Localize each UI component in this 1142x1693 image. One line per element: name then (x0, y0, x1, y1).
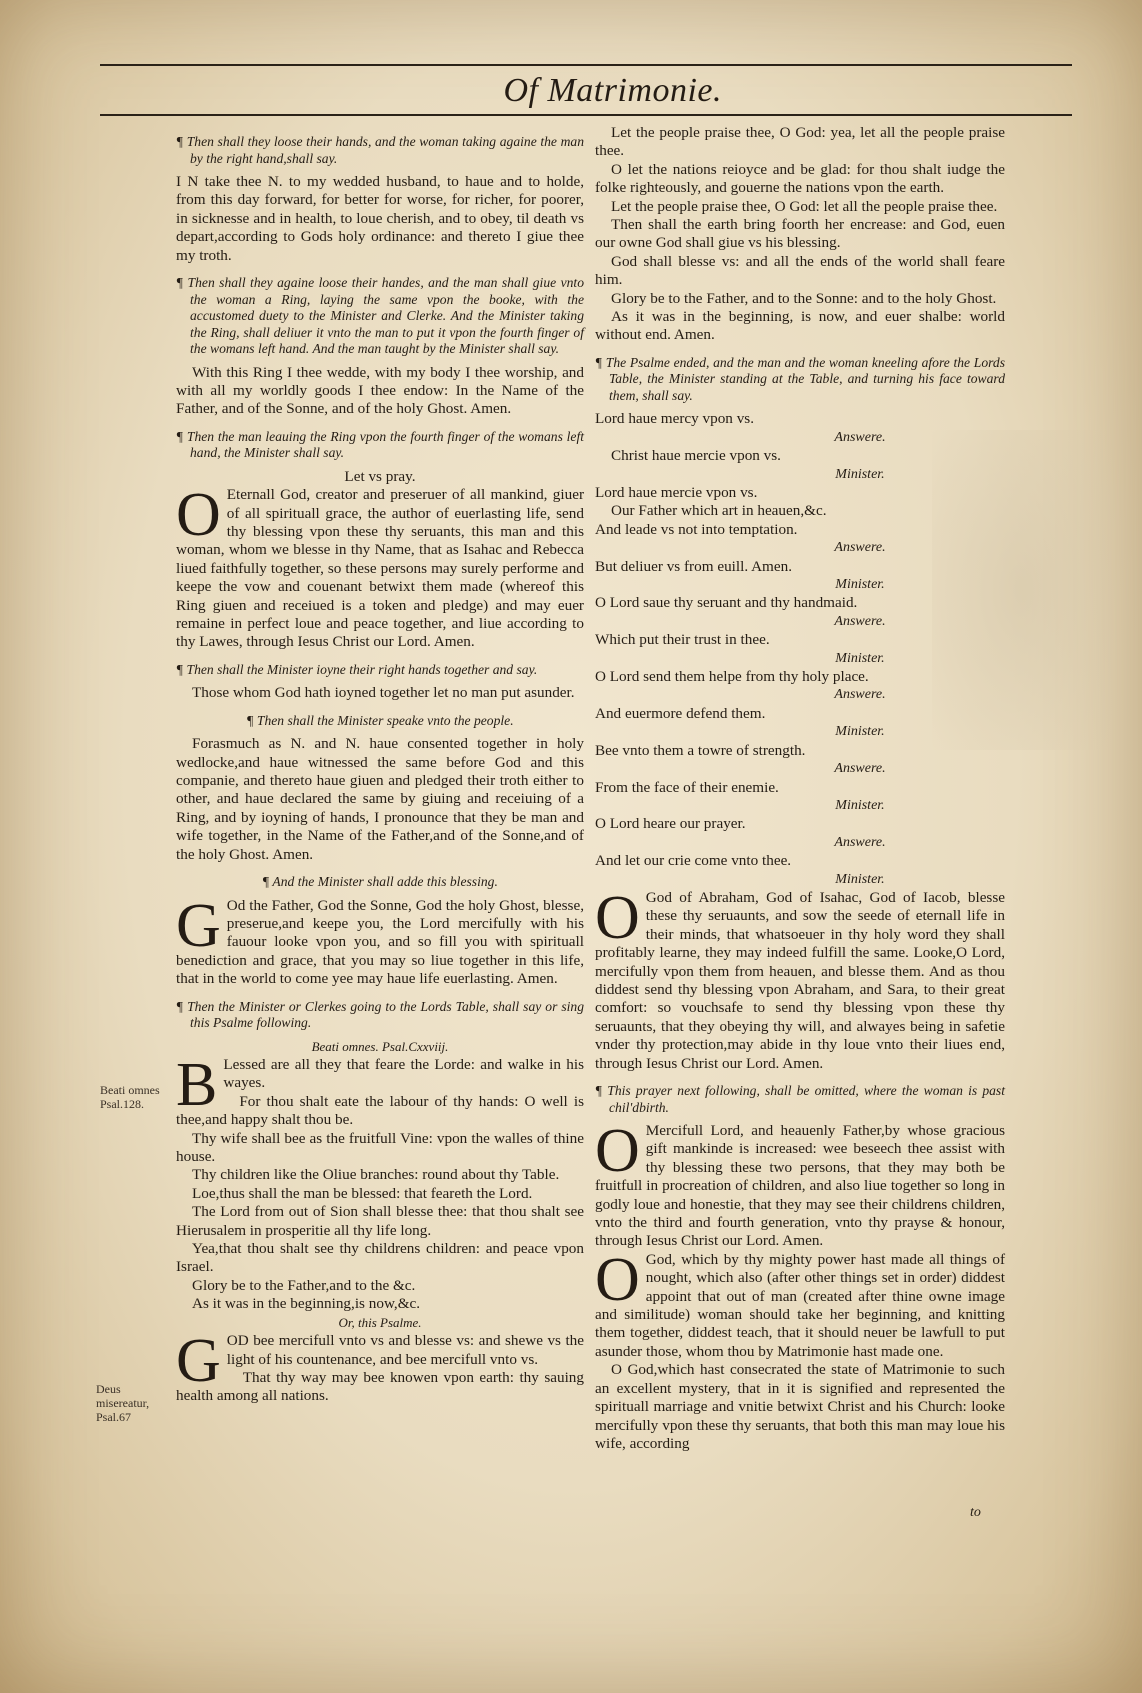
response-label: Answere. (834, 429, 886, 445)
rubric: ¶ Then the man leauing the Ring vpon the fourth finger of the womans left hand, the Minister shall say. (176, 428, 584, 461)
rubric: ¶ This prayer next following, shall be omitted, where the woman is past chil'dbirth. (595, 1083, 1005, 1115)
psalm-verse: God shall blesse vs: and all the ends of the world shall feare him. (595, 252, 1005, 289)
drop-capital: O (176, 481, 221, 550)
response-label: Answere. (834, 613, 886, 629)
versicle: And let our crie come vnto thee. (595, 852, 792, 870)
catchword: to (970, 1505, 981, 1520)
response-label: Minister. (835, 577, 885, 593)
psalm-verse: Let the people praise thee, O God: yea, let all the people praise thee. (595, 124, 1005, 160)
versicle: Bee vnto them a towre of strength. (595, 741, 806, 759)
prayer-text: Mercifull Lord, and heauenly Father,by whose gracious gift mankinde is increased: wee beseech thee assist with thy blessing these two persons, that they may both be fruitfull in procreation of children, and also liue together so long in godly loue and honestie, that they may see their childrens children, vnto the third and fourth generation, vnto thy prayse & honour, through Iesus Christ our Lord. Amen. (595, 1122, 1005, 1250)
psalm-verse: Glory be to the Father,and to the &c. (192, 1276, 416, 1294)
header-rule-bottom (100, 114, 1072, 116)
psalm-verse: Yea,that thou shalt see thy childrens children: and peace vpon Israel. (176, 1240, 584, 1276)
versicle: O Lord send them helpe from thy holy place. (595, 668, 869, 686)
prayer-paragraph (595, 1245, 1005, 1361)
let-us-pray: Let vs pray. (344, 467, 416, 485)
psalm-verse: Let the people praise thee, O God: let all the people praise thee. (611, 197, 998, 215)
response-label: Answere. (834, 761, 886, 777)
drop-capital: B (176, 1051, 218, 1119)
rubric: ¶ And the Minister shall adde this blessing. (262, 874, 498, 890)
margin-note: Beati omnes Psal.128. (100, 1083, 160, 1111)
prayer-paragraph (176, 481, 584, 652)
response-label: Answere. (834, 687, 886, 703)
psalm-verse: Thy wife shall bee as the fruitfull Vine: vpon the walles of thine house. (176, 1129, 584, 1166)
psalm-verse: Loe,thus shall the man be blessed: that feareth the Lord. (192, 1184, 533, 1202)
response-label: Answere. (834, 834, 886, 850)
versicle: From the face of their enemie. (595, 778, 779, 796)
psalm-verse: That thy way may bee knowen vpon earth: thy sauing health among all nations. (176, 1368, 584, 1405)
versicle: But deliuer vs from euill. Amen. (595, 557, 792, 575)
response-label: Answere. (834, 540, 886, 556)
prayer-text: O God,which hast consecrated the state of Matrimonie to such an excellent mystery, that in it is signified and represented the spirituall marriage and vnitie betwixt Christ and his Church: looke mercifully vpon these thy seruants, that both this man may loue his wife, according (595, 1361, 1005, 1452)
page-title: Of Matrimonie. (503, 72, 722, 109)
prayer-paragraph (595, 1117, 1005, 1251)
drop-capital: O (595, 1245, 640, 1314)
psalm-verse: As it was in the beginning,is now,&c. (192, 1295, 421, 1313)
rubric: ¶ Then shall the Minister ioyne their right hands together and say. (176, 661, 538, 677)
ring-vow-text: With this Ring I thee wedde, with my body I thee worship, and with all my worldly goods I thee endow: In the Name of the Father, and of the Sonne, and of the holy Ghost. Amen. (176, 363, 584, 418)
rubric: ¶ Then shall they loose their hands, and the woman taking againe the man by the right hand,shall say. (176, 134, 584, 166)
pronouncement-text: Forasmuch as N. and N. haue consented together in holy wedlocke,and haue witnessed the same before God and this companie, and thereto haue giuen and pledged their troth either to other, and haue declared the same by giuing and receiuing of a Ring, and by ioyning of hands, I pronounce that they be man and wife together, in the Name of the Father,and of the Sonne,and of the holy Ghost. Amen. (176, 735, 584, 863)
prayer-text: God, which by thy mighty power hast made all things of nought, which also (after other things set in order) diddest appoint that out of man (created after thine owne image and similitude) woman should take her beginning, and knitting them together, diddest teach, that it should neuer be lawfull to put asunder those, whom thou by Matrimonie hast made one. (595, 1250, 1005, 1360)
rubric: ¶ The Psalme ended, and the man and the woman kneeling afore the Lords Table, the Minister standing at the Table, and turning his face toward them, shall say. (595, 354, 1005, 403)
response-label: Minister. (835, 466, 885, 482)
drop-capital: O (595, 883, 640, 952)
declaration-text: Those whom God hath ioyned together let no man put asunder. (192, 684, 575, 702)
prayer-text: God of Abraham, God of Isahac, God of Iacob, blesse these thy seruaunts, and sow the seede of eternall life in their minds, that whatsoeuer in thy holy word they shall profitably learne, they may indeed fulfill the same. Looke,O Lord, mercifully vpon them from heauen, and blesse them. And as thou diddest send thy blessing vpon Abraham, and Sara, to their great comfort: so vouchsafe to send thy blessing vpon these thy seruaunts, that they obeying thy will, and alwayes being in safetie vnder thy protection,may abide in thy loue vnto their liues end, through Iesus Christ our Lord. Amen. (595, 888, 1005, 1072)
psalm-tag: Beati omnes. Psal.Cxxviij. (311, 1038, 449, 1054)
vow-text: I N take thee N. to my wedded husband, to haue and to holde, from this day forward, for better for worse, for richer, for poorer, in sicknesse and in health, to loue cherish, and to obey, til death vs depart,according to Gods holy ordinance: and thereto I giue thee my troth. (176, 173, 584, 264)
versicle: Lord haue mercie vpon vs. (595, 484, 758, 501)
left-column (176, 124, 584, 1523)
versicle: And leade vs not into temptation. (595, 520, 798, 538)
psalm-verse: Thy children like the Oliue branches: round about thy Table. (192, 1166, 560, 1184)
drop-capital: G (176, 1327, 221, 1396)
rubric: ¶ Then the Minister or Clerkes going to the Lords Table, shall say or sing this Psalme following. (176, 998, 584, 1031)
versicle: O Lord heare our prayer. (595, 815, 746, 833)
versicle: O Lord saue thy seruant and thy handmaid. (595, 594, 858, 612)
psalm-tag: Or, this Psalme. (338, 1314, 422, 1330)
versicle: Which put their trust in thee. (595, 631, 770, 649)
versicle: Lord haue mercy vpon vs. (595, 410, 755, 428)
psalm-verse: Glory be to the Father, and to the Sonne: and to the holy Ghost. (611, 289, 997, 307)
versicle: And euermore defend them. (595, 704, 766, 722)
prayer-text: Eternall God, creator and preseruer of all mankind, giuer of all spirituall grace, the author of euerlasting life, send thy blessing vpon these thy seruants, this man and this woman, whom we blesse in thy Name, that as Isahac and Rebecca liued faithfully together, so these persons may surely performe and keepe the vow and couenant betwixt them made (whereof this Ring giuen and receiued is a token and pledge) and may euer remaine in perfect loue and peace together, and liue according to thy Lawes, through Iesus Christ our Lord. Amen. (176, 486, 584, 651)
psalm-verse: As it was in the beginning, is now, and euer shalbe: world without end. Amen. (595, 308, 1005, 344)
psalm-verse-text: OD bee mercifull vnto vs and blesse vs: and shewe vs the light of his countenance, and bee mercifull vnto vs. (226, 1332, 584, 1368)
response-label: Minister. (835, 724, 885, 740)
header-rule-top (100, 64, 1072, 66)
drop-capital: O (595, 1117, 640, 1185)
prayer-paragraph (595, 883, 1005, 1073)
blessing-text: Od the Father, God the Sonne, God the holy Ghost, blesse, preserue,and keepe you, the Lord mercifully with his fauour looke vpon you, and so fill you with spirituall benediction and grace, that you may so liue together in this life, that in the world to come yee may haue life euerlasting. Amen. (176, 896, 584, 988)
versicle: Our Father which art in heauen,&c. (611, 502, 827, 520)
psalm-verse: Then shall the earth bring foorth her encrease: and God, euen our owne God shall giue vs his blessing. (595, 216, 1005, 252)
drop-capital: G (176, 891, 221, 960)
rubric: ¶ Then shall they againe loose their handes, and the man shall giue vnto the woman a Ring, laying the same vpon the booke, with the accustomed duety to the Minister and Clerke. And the Minister taking the Ring, shall deliuer it vnto the man to put it vpon the fourth finger of the womans left hand. And the man taught by the Minister shall say. (176, 275, 584, 357)
psalm-verse: The Lord from out of Sion shall blesse thee: that thou shalt see Hierusalem in prosperitie all thy life long. (176, 1203, 584, 1239)
response-label: Minister. (835, 871, 885, 887)
versicle: Christ haue mercie vpon vs. (611, 447, 781, 465)
psalm-verse-text: Lessed are all they that feare the Lorde: and walke in his wayes. (223, 1056, 584, 1092)
margin-note: Deus misereatur, Psal.67 (96, 1382, 150, 1424)
right-column (595, 124, 1005, 1523)
response-label: Minister. (835, 650, 885, 666)
rubric: ¶ Then shall the Minister speake vnto the people. (246, 712, 514, 728)
psalm-verse: O let the nations reioyce and be glad: for thou shalt iudge the folke righteously, and gouerne the nations vpon the earth. (595, 160, 1005, 197)
psalm-verse: For thou shalt eate the labour of thy hands: O well is thee,and happy shalt thou be. (176, 1092, 584, 1129)
blessing-paragraph (176, 891, 584, 989)
response-label: Minister. (835, 797, 885, 813)
